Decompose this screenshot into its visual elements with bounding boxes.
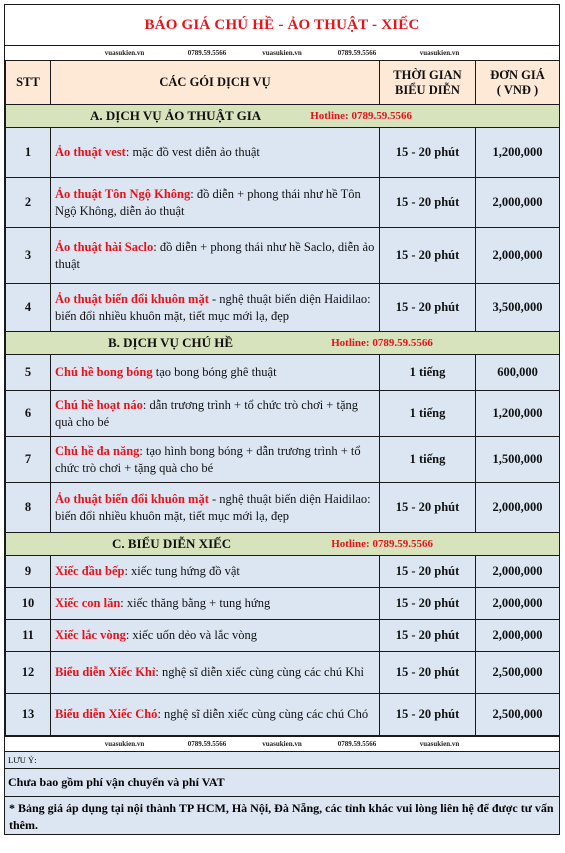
contact-bar-footer <box>5 736 559 751</box>
table-row <box>6 437 560 483</box>
section-hotline: Hotline: 0789.59.5566 <box>331 337 433 349</box>
row-desc <box>51 620 380 652</box>
contact-bar <box>5 46 559 60</box>
row-time: 15 - 20 phút <box>380 228 476 284</box>
service-detail: - nghệ thuật biến diện Haidilao: biến đổi nhiều khuôn mặt, tiết mục mới lạ, đẹp <box>55 291 371 323</box>
row-price: 2,000,000 <box>476 588 560 620</box>
row-desc <box>51 437 380 483</box>
row-desc <box>51 588 380 620</box>
row-price: 1,500,000 <box>476 437 560 483</box>
service-detail: : đồ diễn + phong thái như hề Tôn Ngộ Không, diễn ảo thuật <box>55 186 361 218</box>
service-name: Ảo thuật biến đổi khuôn mặt <box>55 291 209 306</box>
row-price: 2,000,000 <box>476 483 560 533</box>
row-desc <box>51 391 380 437</box>
table-row <box>6 588 560 620</box>
table-row <box>6 483 560 533</box>
service-name: Ảo thuật Tôn Ngộ Không <box>55 186 191 201</box>
row-time: 1 tiếng <box>380 355 476 391</box>
row-price: 1,200,000 <box>476 128 560 178</box>
row-time: 15 - 20 phút <box>380 588 476 620</box>
price-sheet <box>4 4 560 835</box>
row-desc <box>51 178 380 228</box>
service-detail: : mặc đồ vest diễn ảo thuật <box>125 145 260 159</box>
section-header-b <box>6 332 560 355</box>
row-time: 15 - 20 phút <box>380 694 476 736</box>
contact-website: vuasukien.vn <box>262 49 302 57</box>
row-stt: 5 <box>6 355 51 391</box>
contact-website: vuasukien.vn <box>419 740 460 748</box>
header-time-line1: THỜI GIAN <box>393 67 462 82</box>
service-name: Xiếc lắc vòng <box>55 628 126 642</box>
service-detail: : xiếc thăng bằng + tung hứng <box>120 596 271 610</box>
row-desc <box>51 694 380 736</box>
row-price: 2,500,000 <box>476 652 560 694</box>
row-time: 15 - 20 phút <box>380 620 476 652</box>
row-time: 15 - 20 phút <box>380 556 476 588</box>
row-desc <box>51 556 380 588</box>
service-name: Ảo thuật vest <box>55 145 126 159</box>
row-stt: 13 <box>6 694 51 736</box>
section-header-a <box>6 105 560 128</box>
section-title: A. DỊCH VỤ ẢO THUẬT GIA <box>90 108 262 123</box>
contact-phone: 0789.59.5566 <box>337 740 377 748</box>
service-detail: : nghệ sĩ diễn xiếc cùng cùng các chú Khỉ <box>155 665 364 679</box>
row-desc <box>51 483 380 533</box>
service-name: Chú hề đa năng <box>55 443 140 458</box>
table-row <box>6 228 560 284</box>
header-price-line2: ( VNĐ ) <box>496 82 539 97</box>
contact-phone: 0789.59.5566 <box>337 49 377 57</box>
section-title: C. BIỂU DIỄN XIẾC <box>112 536 232 551</box>
title-row <box>5 5 559 46</box>
row-price: 1,200,000 <box>476 391 560 437</box>
row-stt: 9 <box>6 556 51 588</box>
service-name: Chú hề hoạt náo <box>55 397 143 412</box>
header-service: CÁC GÓI DỊCH VỤ <box>51 61 380 105</box>
row-stt: 12 <box>6 652 51 694</box>
table-row <box>6 128 560 178</box>
service-detail: : đồ diễn + phong thái như hề Saclo, diễn ảo thuật <box>55 239 375 271</box>
service-detail: : dẫn trương trình + tổ chức trò chơi + tặng quà cho bé <box>55 397 359 429</box>
service-name: Biểu diễn Xiếc Chó <box>55 707 158 721</box>
notes-label: LƯU Ý: <box>5 751 559 768</box>
header-price <box>476 61 560 105</box>
table-row <box>6 355 560 391</box>
contact-website: vuasukien.vn <box>419 49 460 57</box>
row-desc <box>51 355 380 391</box>
service-detail: : xiếc tung hứng đồ vật <box>124 564 240 578</box>
row-price: 2,500,000 <box>476 694 560 736</box>
header-time <box>380 61 476 105</box>
row-price: 2,000,000 <box>476 620 560 652</box>
price-table <box>5 60 560 736</box>
row-stt: 6 <box>6 391 51 437</box>
row-desc <box>51 128 380 178</box>
row-stt: 2 <box>6 178 51 228</box>
row-stt: 3 <box>6 228 51 284</box>
table-row <box>6 694 560 736</box>
service-detail: : tạo hình bong bóng + dẫn trương trình + tổ chức trò chơi + tặng quà cho bé <box>55 443 361 475</box>
contact-website: vuasukien.vn <box>262 740 302 748</box>
row-stt: 10 <box>6 588 51 620</box>
contact-phone: 0789.59.5566 <box>187 740 227 748</box>
row-stt: 4 <box>6 284 51 332</box>
row-stt: 7 <box>6 437 51 483</box>
row-price: 2,000,000 <box>476 556 560 588</box>
contact-phone: 0789.59.5566 <box>187 49 227 57</box>
section-title: B. DỊCH VỤ CHÚ HỀ <box>108 335 234 350</box>
section-header-c <box>6 533 560 556</box>
table-row <box>6 391 560 437</box>
table-row <box>6 652 560 694</box>
service-name: Ảo thuật hài Saclo <box>55 239 154 254</box>
contact-website: vuasukien.vn <box>104 740 145 748</box>
service-name: Xiếc đầu bếp <box>55 564 125 578</box>
row-time: 1 tiếng <box>380 437 476 483</box>
row-price: 3,500,000 <box>476 284 560 332</box>
row-stt: 11 <box>6 620 51 652</box>
row-desc <box>51 652 380 694</box>
service-name: Xiếc con lăn <box>55 596 121 610</box>
section-hotline: Hotline: 0789.59.5566 <box>331 538 433 550</box>
service-name: Chú hề bong bóng <box>55 365 153 379</box>
service-detail: : nghệ sĩ diễn xiếc cùng cùng các chú Chó <box>157 707 369 721</box>
row-price: 600,000 <box>476 355 560 391</box>
header-price-line1: ĐƠN GIÁ <box>490 67 545 82</box>
note-line-2: * Bảng giá áp dụng tại nội thành TP HCM, Hà Nội, Đà Nẵng, các tỉnh khác vui lòng liên hệ để được tư vấn thêm. <box>5 796 559 834</box>
row-time: 1 tiếng <box>380 391 476 437</box>
page-title: BÁO GIÁ CHÚ HỀ - ẢO THUẬT - XIẾC <box>144 16 420 33</box>
row-stt: 8 <box>6 483 51 533</box>
row-price: 2,000,000 <box>476 178 560 228</box>
service-detail: - nghệ thuật biến diện Haidilao: biến đổi nhiều khuôn mặt, tiết mục mới lạ, đẹp <box>55 491 371 523</box>
row-price: 2,000,000 <box>476 228 560 284</box>
service-detail: : xiếc uốn dẻo và lắc vòng <box>125 628 258 642</box>
table-row <box>6 284 560 332</box>
row-desc <box>51 228 380 284</box>
service-name: Ảo thuật biến đổi khuôn mặt <box>55 491 209 506</box>
row-time: 15 - 20 phút <box>380 178 476 228</box>
note-line-1: Chưa bao gồm phí vận chuyển và phí VAT <box>5 768 559 796</box>
section-hotline: Hotline: 0789.59.5566 <box>310 110 412 122</box>
table-row <box>6 556 560 588</box>
contact-website: vuasukien.vn <box>104 49 145 57</box>
row-time: 15 - 20 phút <box>380 483 476 533</box>
row-time: 15 - 20 phút <box>380 284 476 332</box>
row-time: 15 - 20 phút <box>380 128 476 178</box>
row-time: 15 - 20 phút <box>380 652 476 694</box>
table-row <box>6 178 560 228</box>
table-row <box>6 620 560 652</box>
header-time-line2: BIỂU DIỄN <box>395 82 460 97</box>
header-stt: STT <box>6 61 51 105</box>
row-desc <box>51 284 380 332</box>
row-stt: 1 <box>6 128 51 178</box>
service-detail: tạo bong bóng ghê thuật <box>152 365 277 379</box>
table-header <box>6 61 560 105</box>
service-name: Biểu diễn Xiếc Khỉ <box>55 665 156 679</box>
